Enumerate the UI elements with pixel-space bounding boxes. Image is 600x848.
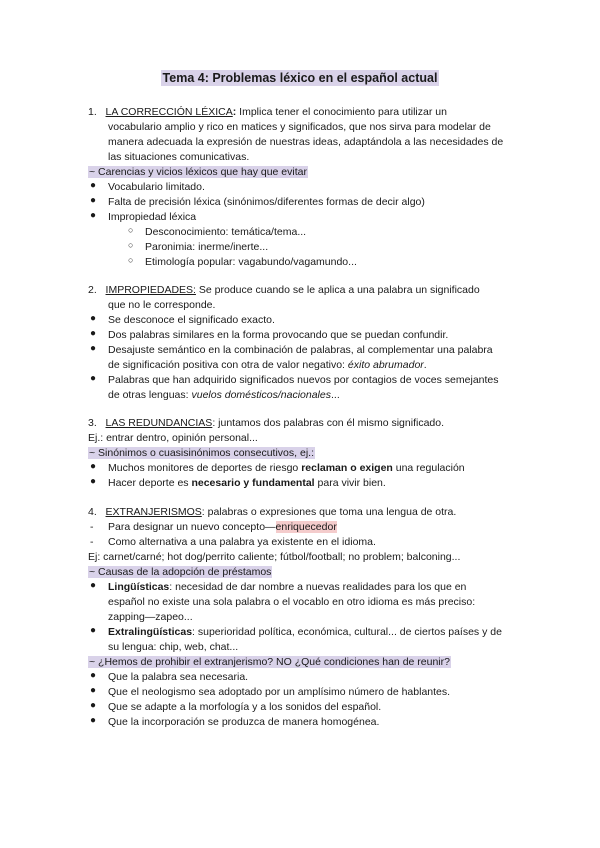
list-item: Hacer deporte es necesario y fundamental para vivir bien. bbox=[108, 477, 386, 489]
bullet-icon: ● bbox=[90, 685, 97, 696]
bullet-icon: ● bbox=[90, 195, 97, 206]
dash-item: Para designar un nuevo concepto—enriquecedor bbox=[108, 521, 337, 533]
section-1-heading-line: 1. LA CORRECCIÓN LÉXICA: Implica tener el conocimiento para utilizar un bbox=[88, 106, 447, 118]
list-item: Vocabulario limitado. bbox=[108, 181, 205, 193]
bullet-icon: ● bbox=[90, 343, 97, 354]
list-item: Que la palabra sea necesaria. bbox=[108, 671, 249, 683]
section-4-heading-line: 4. EXTRANJERISMOS: palabras o expresiones que toma una lengua de otra. bbox=[88, 506, 457, 518]
bullet-icon: ● bbox=[90, 461, 97, 472]
section-3-heading: LAS REDUNDANCIAS bbox=[105, 417, 213, 429]
circle-bullet-icon: ○ bbox=[128, 240, 134, 250]
dash-icon: - bbox=[90, 521, 94, 533]
list-item: Lingüísticas: necesidad de dar nombre a nuevas realidades para los que en bbox=[108, 581, 467, 593]
dash-item: Como alternativa a una palabra ya existente en el idioma. bbox=[108, 536, 376, 548]
section-4-heading: EXTRANJERISMOS bbox=[105, 506, 202, 518]
section-1-heading: LA CORRECCIÓN LÉXICA bbox=[105, 106, 233, 118]
bullet-icon: ● bbox=[90, 715, 97, 726]
list-item: Se desconoce el significado exacto. bbox=[108, 314, 275, 326]
list-item: Palabras que han adquirido significados nuevos por contagios de voces semejantes bbox=[108, 374, 499, 386]
section-3-heading-line: 3. LAS REDUNDANCIAS: juntamos dos palabras con él mismo significado. bbox=[88, 417, 445, 429]
section-1-subheading: ~ Carencias y vicios léxicos que hay que evitar bbox=[89, 166, 307, 178]
list-item-continuation: español no existe una sola palabra o el vocablo en otro idioma es más preciso: bbox=[108, 596, 476, 608]
section-4-subheading: ~ Causas de la adopción de préstamos bbox=[89, 566, 272, 578]
bullet-icon: ● bbox=[90, 210, 97, 221]
section-1-text: Implica tener el conocimiento para utilizar un bbox=[239, 106, 447, 118]
page-title: Tema 4: Problemas léxico en el español actual bbox=[162, 71, 438, 85]
section-1-number: 1. bbox=[88, 106, 97, 118]
list-item: Que se adapte a la morfología y a los sonidos del español. bbox=[108, 701, 382, 713]
dash-icon: - bbox=[90, 536, 94, 548]
bullet-icon: ● bbox=[90, 700, 97, 711]
bullet-icon: ● bbox=[90, 373, 97, 384]
list-item: Extralingüísticas: superioridad política, económica, cultural... de ciertos países y de bbox=[108, 626, 502, 638]
section-2-text-line: que no le corresponde. bbox=[108, 299, 216, 311]
sub-list-item: Etimología popular: vagabundo/vagamundo... bbox=[145, 256, 357, 268]
bullet-icon: ● bbox=[90, 670, 97, 681]
section-2-heading: IMPROPIEDADES: bbox=[105, 284, 196, 296]
sub-list-item: Desconocimiento: temática/tema... bbox=[145, 226, 307, 238]
bullet-icon: ● bbox=[90, 313, 97, 324]
list-item: Falta de precisión léxica (sinónimos/diferentes formas de decir algo) bbox=[108, 196, 425, 208]
list-item: Desajuste semántico en la combinación de palabras, al complementar una palabra bbox=[108, 344, 493, 356]
section-3-subheading: ~ Sinónimos o cuasisinónimos consecutivos, ej.: bbox=[89, 447, 314, 459]
section-2-heading-line: 2. IMPROPIEDADES: Se produce cuando se le aplica a una palabra un significado bbox=[88, 284, 480, 296]
bullet-icon: ● bbox=[90, 180, 97, 191]
list-item: Que la incorporación se produzca de manera homogénea. bbox=[108, 716, 380, 728]
circle-bullet-icon: ○ bbox=[128, 225, 134, 235]
list-item-continuation: su lengua: chip, web, chat... bbox=[108, 641, 239, 653]
section-3-example: Ej.: entrar dentro, opinión personal... bbox=[88, 432, 258, 444]
section-1-text-line: manera adecuada la expresión de nuestras ideas, adaptándola a las necesidades de bbox=[108, 136, 504, 148]
list-item: Impropiedad léxica bbox=[108, 211, 197, 223]
section-1-text-line: vocabulario amplio y rico en matices y significados, que nos sirva para modelar de bbox=[108, 121, 491, 133]
bullet-icon: ● bbox=[90, 328, 97, 339]
circle-bullet-icon: ○ bbox=[128, 255, 134, 265]
list-item-continuation: de otras lenguas: vuelos domésticos/nacionales... bbox=[108, 389, 340, 401]
list-item-continuation: zapping—zapeo... bbox=[108, 611, 193, 623]
list-item: Muchos monitores de deportes de riesgo reclaman o exigen una regulación bbox=[108, 462, 465, 474]
list-item-continuation: de significación positiva con otra de valor negativo: éxito abrumador. bbox=[108, 359, 427, 371]
bullet-icon: ● bbox=[90, 580, 97, 591]
sub-list-item: Paronimia: inerme/inerte... bbox=[145, 241, 269, 253]
list-item: Que el neologismo sea adoptado por un amplísimo número de hablantes. bbox=[108, 686, 451, 698]
bullet-icon: ● bbox=[90, 476, 97, 487]
section-1-text-line: las situaciones comunicativas. bbox=[108, 151, 250, 163]
bullet-icon: ● bbox=[90, 625, 97, 636]
list-item: Dos palabras similares en la forma provocando que se puedan confundir. bbox=[108, 329, 449, 341]
section-4-example: Ej: carnet/carné; hot dog/perrito caliente; fútbol/football; no problem; balconing... bbox=[88, 551, 461, 563]
section-4-question: ~ ¿Hemos de prohibir el extranjerismo? NO ¿Qué condiciones han de reunir? bbox=[89, 656, 450, 668]
